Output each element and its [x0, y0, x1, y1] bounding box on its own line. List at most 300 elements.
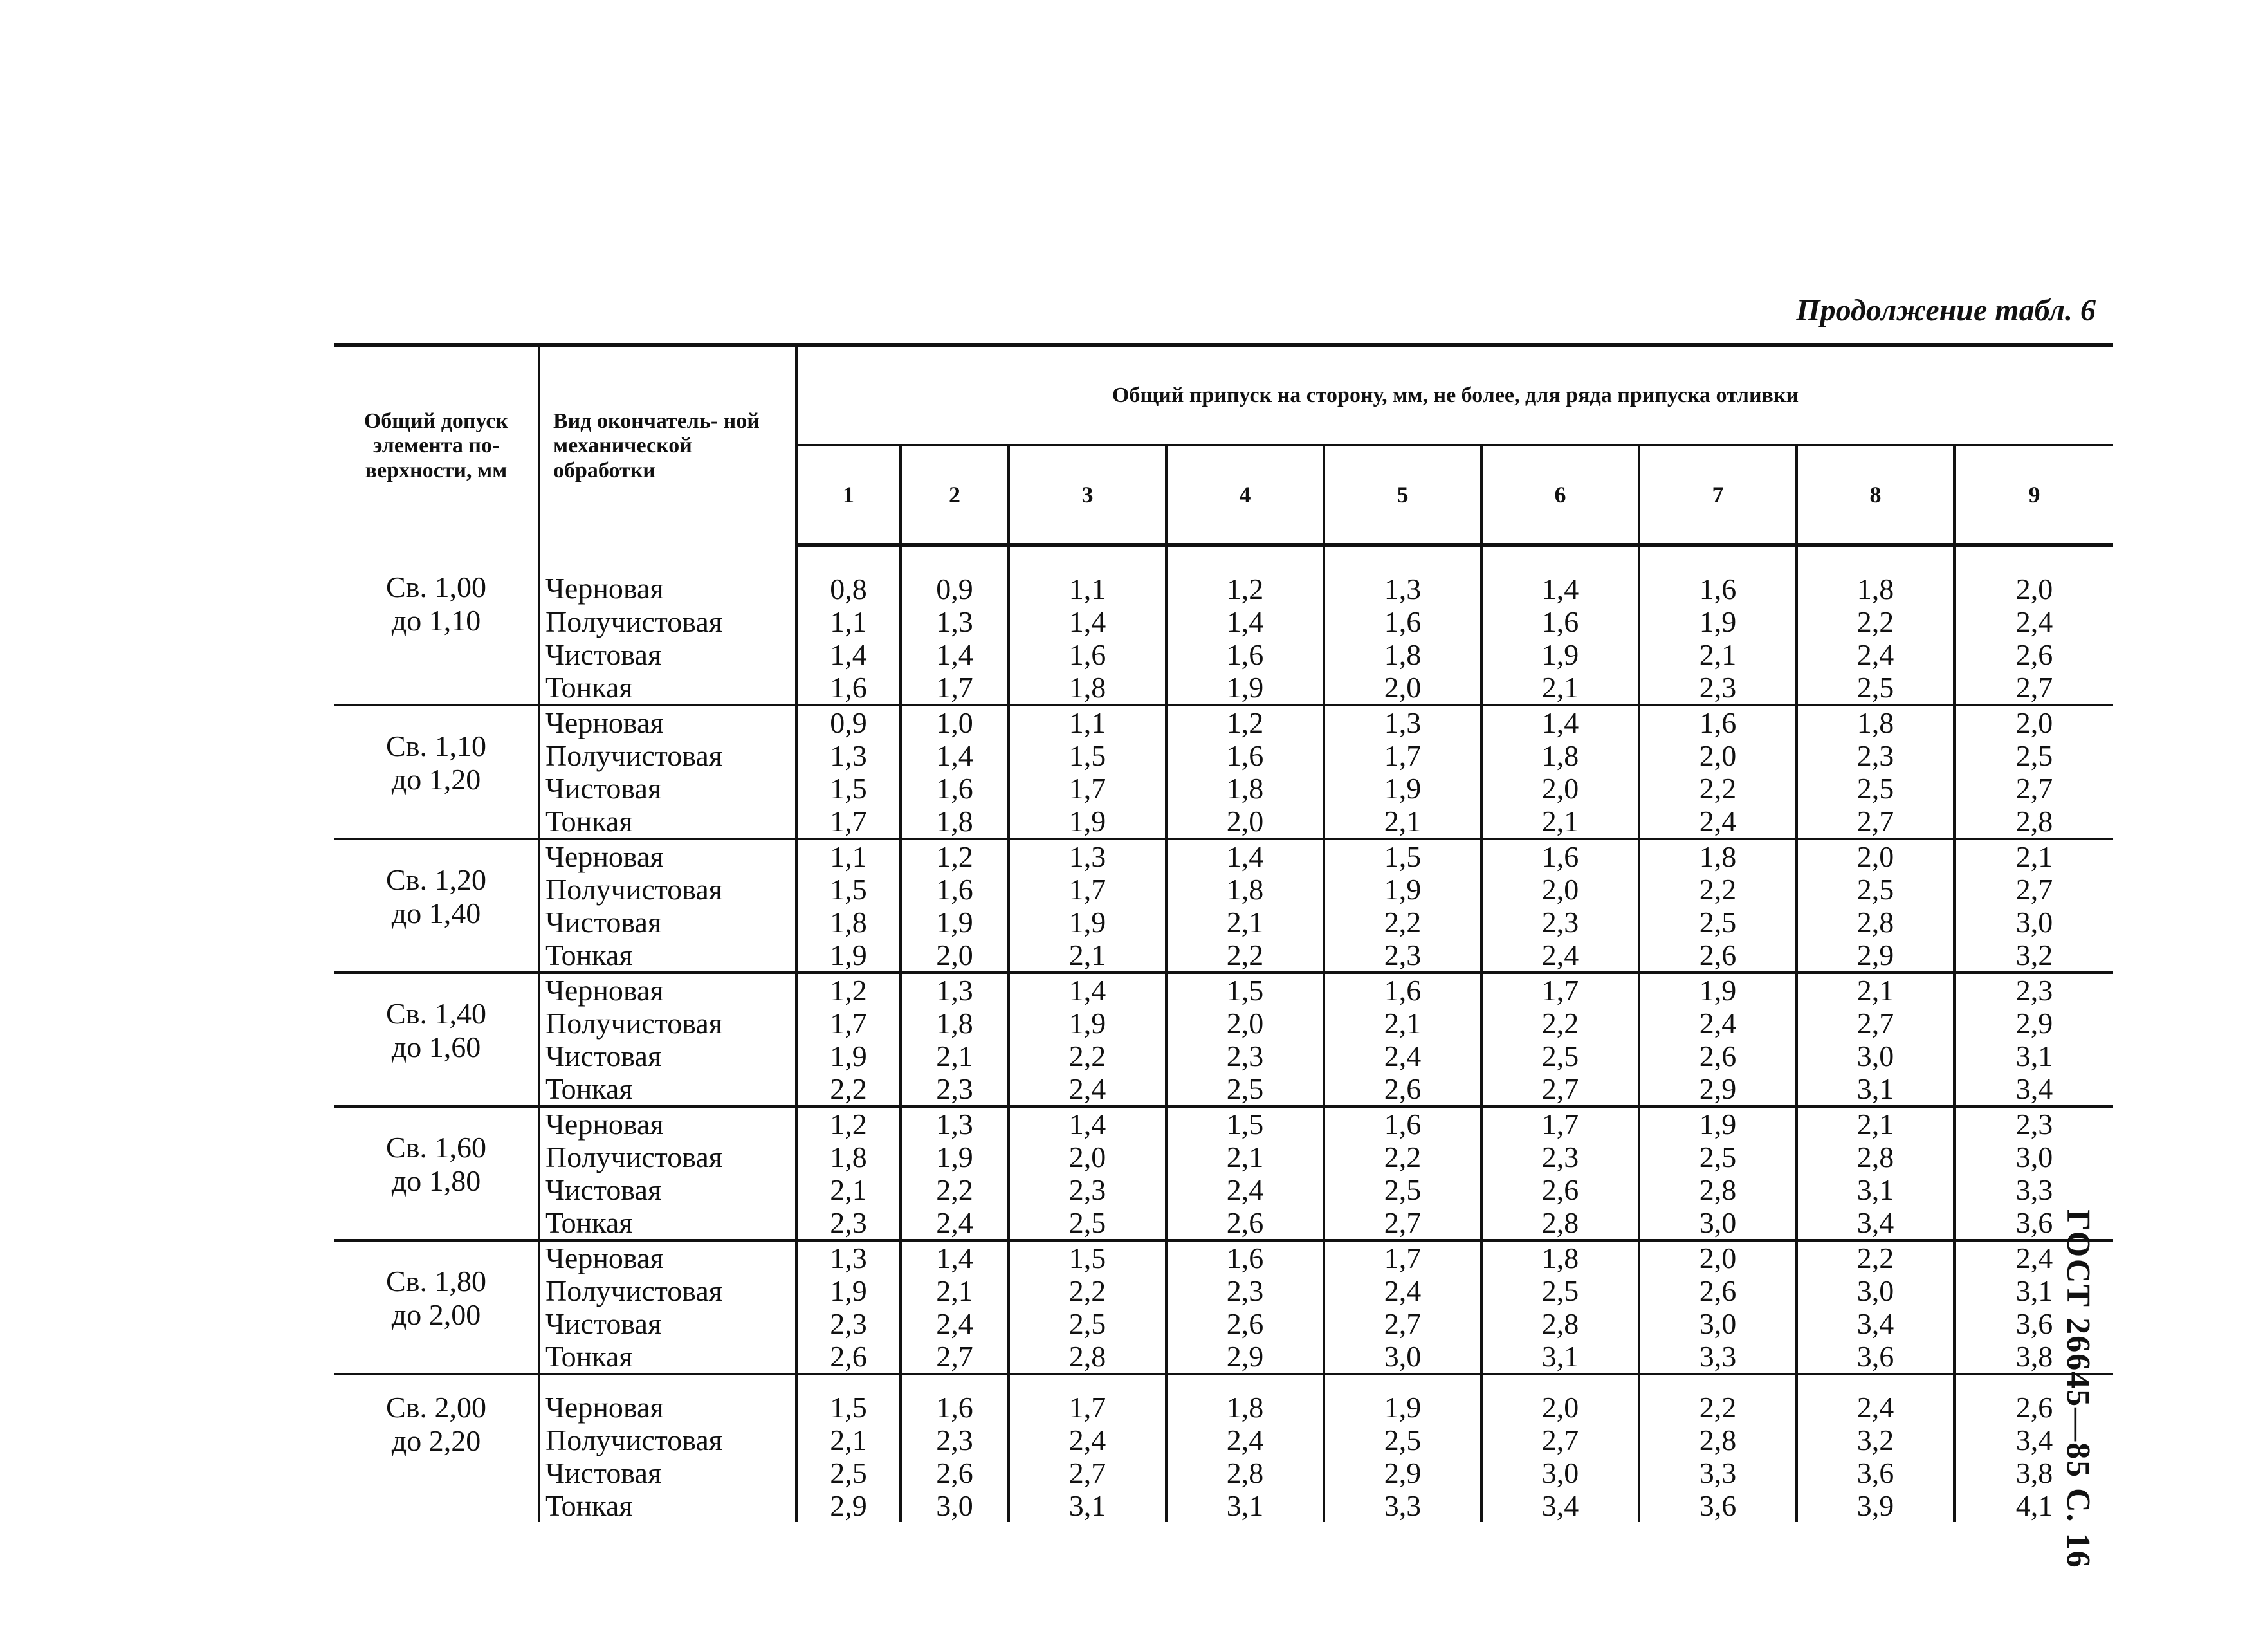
- allowance-value-cell: 3,6: [1797, 1340, 1954, 1374]
- allowance-value-cell: 2,9: [1954, 1007, 2113, 1040]
- table-row: [334, 906, 2113, 939]
- machining-kind-cell: Чистовая: [539, 906, 796, 939]
- table-row: [334, 638, 2113, 671]
- allowance-value-cell: 1,6: [1639, 705, 1797, 739]
- machining-kind-cell: Получистовая: [539, 1007, 796, 1040]
- header-row-number: 1: [796, 445, 901, 545]
- allowance-value-cell: 2,6: [1954, 1374, 2113, 1424]
- allowance-value-cell: 3,8: [1954, 1456, 2113, 1489]
- allowance-value-cell: 2,6: [1639, 1274, 1797, 1307]
- allowance-value-cell: 3,0: [1639, 1307, 1797, 1340]
- allowance-value-cell: 1,6: [1481, 839, 1639, 873]
- allowance-value-cell: 2,8: [1954, 805, 2113, 839]
- allowance-value-cell: 3,0: [1481, 1456, 1639, 1489]
- allowance-value-cell: 1,2: [796, 1106, 901, 1141]
- allowance-value-cell: 1,8: [1166, 873, 1324, 906]
- allowance-value-cell: 1,8: [901, 805, 1009, 839]
- allowance-value-cell: 1,8: [1166, 772, 1324, 805]
- machining-kind-cell: Тонкая: [539, 805, 796, 839]
- allowance-value-cell: 1,8: [1324, 638, 1481, 671]
- tolerance-from: Св. 2,00: [386, 1391, 486, 1424]
- allowance-value-cell: 0,8: [830, 573, 867, 605]
- allowance-value-cell: 2,6: [1639, 939, 1797, 973]
- header-row-number: 4: [1166, 445, 1324, 545]
- allowance-value-cell: 3,9: [1797, 1489, 1954, 1522]
- allowance-value-cell: 1,4: [1166, 839, 1324, 873]
- allowance-value-cell: 2,3: [830, 1307, 867, 1340]
- allowance-value-cell: 1,7: [830, 1007, 867, 1040]
- allowance-value-cell: 1,9: [1009, 1007, 1166, 1040]
- header-machining-kind: Вид окончатель- ной механической обработки: [539, 345, 796, 546]
- allowance-value-cell: 2,8: [1009, 1340, 1166, 1374]
- table-row: [334, 1206, 2113, 1240]
- allowance-value-cell: 2,2: [1324, 1141, 1481, 1173]
- allowance-value-cell: 1,3: [901, 1106, 1009, 1141]
- allowance-value-cell: 2,5: [1797, 671, 1954, 705]
- machining-kind-cell: Тонкая: [539, 1489, 796, 1522]
- allowance-value-cell: 1,6: [830, 671, 867, 704]
- allowance-value-cell: 3,1: [1954, 1274, 2113, 1307]
- allowance-value-cell: 2,1: [1324, 1007, 1481, 1040]
- table-row: [334, 1374, 2113, 1424]
- allowance-value-cell: 2,3: [1481, 1141, 1639, 1173]
- allowance-value-cell: 1,9: [1324, 772, 1481, 805]
- allowance-value-cell: 2,0: [1481, 772, 1639, 805]
- allowance-value-cell: 2,9: [1639, 1072, 1797, 1106]
- allowance-value-cell: 1,4: [1166, 605, 1324, 638]
- allowance-value-cell: 3,3: [1324, 1489, 1481, 1522]
- allowance-value-cell: 2,1: [830, 1424, 867, 1456]
- allowance-value-cell: 1,3: [901, 605, 1009, 638]
- tolerance-range-cell: [334, 1240, 539, 1374]
- allowance-value-cell: 1,4: [1481, 545, 1639, 605]
- allowance-value-cell: 2,6: [1166, 1206, 1324, 1240]
- allowance-value-cell: 2,2: [830, 1072, 867, 1105]
- allowance-value-cell: 3,3: [1639, 1456, 1797, 1489]
- machining-kind-cell: Чистовая: [539, 772, 796, 805]
- allowance-value-cell: 3,3: [1954, 1173, 2113, 1206]
- allowance-value-cell: 2,5: [1954, 739, 2113, 772]
- allowance-value-cell: 2,1: [901, 1274, 1009, 1307]
- machining-kind-cell: Чистовая: [539, 638, 796, 671]
- allowance-value-cell: 1,6: [1166, 638, 1324, 671]
- allowance-value-cell: 1,0: [901, 705, 1009, 739]
- allowance-value-cell: 2,2: [901, 1173, 1009, 1206]
- machining-kind-cell: Черновая: [539, 705, 796, 739]
- allowance-value-cell: 2,2: [1639, 873, 1797, 906]
- allowance-value-cell: 2,8: [1639, 1173, 1797, 1206]
- allowance-value-cell: 1,4: [1009, 973, 1166, 1007]
- table-row: [334, 605, 2113, 638]
- allowance-value-cell: 2,2: [1324, 906, 1481, 939]
- allowance-value-cell: 3,1: [1009, 1489, 1166, 1522]
- machining-kind-cell: Чистовая: [539, 1040, 796, 1072]
- allowance-value-cell: 1,2: [1166, 545, 1324, 605]
- machining-kind-cell: Тонкая: [539, 671, 796, 705]
- table-row: [334, 671, 2113, 705]
- allowance-value-cell: 2,4: [1324, 1274, 1481, 1307]
- allowance-value-cell: 1,5: [1324, 839, 1481, 873]
- allowance-value-cell: 2,0: [1954, 705, 2113, 739]
- allowance-value-cell: 2,4: [1166, 1424, 1324, 1456]
- header-row-number: 8: [1797, 445, 1954, 545]
- table-row: [334, 1072, 2113, 1106]
- allowance-value-cell: 1,4: [1481, 705, 1639, 739]
- allowance-value-cell: 3,4: [1797, 1206, 1954, 1240]
- allowance-value-cell: 1,9: [901, 1141, 1009, 1173]
- tolerance-to: до 1,20: [391, 762, 481, 796]
- allowance-value-cell: 3,0: [1639, 1206, 1797, 1240]
- allowance-value-cell: 2,5: [1009, 1307, 1166, 1340]
- table-row: [334, 1424, 2113, 1456]
- allowance-value-cell: 2,0: [1166, 1007, 1324, 1040]
- machining-kind-cell: Получистовая: [539, 739, 796, 772]
- allowance-value-cell: 1,6: [1324, 973, 1481, 1007]
- allowance-value-cell: 2,4: [1797, 638, 1954, 671]
- allowance-value-cell: 1,9: [1324, 873, 1481, 906]
- allowance-value-cell: 2,9: [830, 1489, 867, 1522]
- allowance-value-cell: 1,4: [830, 638, 867, 671]
- table-row: [334, 1040, 2113, 1072]
- allowance-value-cell: 1,8: [1797, 705, 1954, 739]
- allowance-value-cell: 2,4: [1639, 805, 1797, 839]
- allowance-value-cell: 2,0: [1324, 671, 1481, 705]
- allowance-value-cell: 1,7: [1481, 1106, 1639, 1141]
- allowance-value-cell: 1,8: [1009, 671, 1166, 705]
- allowance-value-cell: 2,5: [1797, 873, 1954, 906]
- tolerance-from: Св. 1,60: [386, 1131, 486, 1164]
- allowance-value-cell: 2,8: [1481, 1307, 1639, 1340]
- allowance-value-cell: 2,1: [1166, 1141, 1324, 1173]
- allowance-value-cell: 1,9: [1639, 605, 1797, 638]
- allowance-value-cell: 2,3: [901, 1424, 1009, 1456]
- allowance-value-cell: 1,3: [901, 973, 1009, 1007]
- document-page-label: ГОСТ 26645—85 С. 16: [2060, 1209, 2096, 1569]
- allowance-value-cell: 2,5: [1481, 1274, 1639, 1307]
- tolerance-to: до 1,60: [391, 1030, 481, 1063]
- allowance-value-cell: 2,5: [1797, 772, 1954, 805]
- tolerance-to: до 1,40: [391, 896, 481, 930]
- table-row: [334, 705, 2113, 739]
- allowance-value-cell: 2,7: [1324, 1206, 1481, 1240]
- allowance-value-cell: 2,0: [901, 939, 1009, 973]
- allowance-value-cell: 1,8: [830, 1141, 867, 1173]
- table-row: [334, 1489, 2113, 1522]
- allowance-value-cell: 1,1: [1009, 705, 1166, 739]
- allowance-value-cell: 1,6: [1166, 1240, 1324, 1274]
- machining-kind-cell: Тонкая: [539, 939, 796, 973]
- allowance-value-cell: 4,1: [1954, 1489, 2113, 1522]
- machining-kind-cell: Черновая: [539, 1374, 796, 1424]
- machining-kind-cell: Черновая: [539, 545, 796, 605]
- allowance-value-cell: 3,1: [1166, 1489, 1324, 1522]
- allowance-value-cell: 2,3: [1481, 906, 1639, 939]
- allowance-value-cell: 1,8: [1639, 839, 1797, 873]
- allowance-value-cell: 2,3: [1166, 1274, 1324, 1307]
- allowance-value-cell: 1,4: [1009, 605, 1166, 638]
- allowance-value-cell: 2,1: [1954, 839, 2113, 873]
- allowance-value-cell: 1,7: [1324, 739, 1481, 772]
- tolerance-range-cell: [334, 705, 539, 839]
- table-row: [334, 1106, 2113, 1141]
- allowance-value-cell: 1,3: [1009, 839, 1166, 873]
- allowance-value-cell: 2,2: [1009, 1040, 1166, 1072]
- allowance-value-cell: 3,3: [1639, 1340, 1797, 1374]
- allowance-value-cell: 2,6: [1954, 638, 2113, 671]
- allowance-value-cell: 1,1: [830, 605, 867, 638]
- allowance-value-cell: 2,5: [1009, 1206, 1166, 1240]
- allowance-value-cell: 1,9: [1639, 973, 1797, 1007]
- allowance-value-cell: 2,5: [1166, 1072, 1324, 1106]
- allowance-value-cell: 1,9: [901, 906, 1009, 939]
- allowance-value-cell: 2,3: [1639, 671, 1797, 705]
- allowance-value-cell: 2,1: [901, 1040, 1009, 1072]
- allowance-value-cell: 2,0: [1009, 1141, 1166, 1173]
- allowance-value-cell: 2,4: [901, 1307, 1009, 1340]
- header-row-number: 3: [1009, 445, 1166, 545]
- machining-kind-cell: Черновая: [539, 973, 796, 1007]
- tolerance-from: Св. 1,40: [386, 997, 486, 1030]
- allowance-value-cell: 2,7: [901, 1340, 1009, 1374]
- header-row-number: 7: [1639, 445, 1797, 545]
- allowance-value-cell: 2,0: [1797, 839, 1954, 873]
- allowance-value-cell: 1,2: [796, 973, 901, 1007]
- allowance-value-cell: 1,7: [1324, 1240, 1481, 1274]
- header-allowance-group: Общий припуск на сторону, мм, не более, для ряда припуска отливки: [796, 345, 2113, 446]
- allowance-value-cell: 2,6: [1324, 1072, 1481, 1106]
- tolerance-to: до 1,10: [391, 603, 481, 637]
- allowance-value-cell: 2,3: [1166, 1040, 1324, 1072]
- allowance-value-cell: 2,1: [1324, 805, 1481, 839]
- allowance-value-cell: 3,2: [1954, 939, 2113, 973]
- allowance-value-cell: 2,1: [1797, 1106, 1954, 1141]
- allowance-value-cell: 1,7: [1009, 772, 1166, 805]
- allowance-value-cell: 2,5: [830, 1456, 867, 1489]
- allowance-value-cell: 2,5: [1481, 1040, 1639, 1072]
- allowance-value-cell: 2,5: [1639, 1141, 1797, 1173]
- allowance-value-cell: 3,0: [1954, 906, 2113, 939]
- tolerance-range-cell: [334, 545, 539, 705]
- allowance-value-cell: 2,1: [1639, 638, 1797, 671]
- allowance-value-cell: 1,3: [830, 739, 867, 772]
- allowance-value-cell: 2,4: [1954, 1240, 2113, 1274]
- allowance-value-cell: 2,7: [1954, 772, 2113, 805]
- tolerance-from: Св. 1,10: [386, 730, 486, 762]
- table-row: [334, 805, 2113, 839]
- machining-kind-cell: Черновая: [539, 1240, 796, 1274]
- allowance-value-cell: 1,6: [1639, 545, 1797, 605]
- allowance-value-cell: 3,6: [1639, 1489, 1797, 1522]
- allowance-value-cell: 2,6: [1481, 1173, 1639, 1206]
- allowance-value-cell: 2,0: [1166, 805, 1324, 839]
- allowance-value-cell: 2,4: [1797, 1374, 1954, 1424]
- table-row: [334, 739, 2113, 772]
- allowance-value-cell: 3,4: [1797, 1307, 1954, 1340]
- allowance-value-cell: 3,6: [1797, 1456, 1954, 1489]
- allowance-value-cell: 2,0: [1639, 739, 1797, 772]
- allowance-value-cell: 3,0: [1954, 1141, 2113, 1173]
- allowance-value-cell: 2,4: [1009, 1072, 1166, 1106]
- allowance-value-cell: 2,4: [1324, 1040, 1481, 1072]
- allowance-value-cell: 2,7: [1797, 805, 1954, 839]
- allowance-value-cell: 2,3: [830, 1206, 867, 1239]
- allowance-value-cell: 0,9: [901, 545, 1009, 605]
- allowance-value-cell: 3,1: [1797, 1173, 1954, 1206]
- allowance-value-cell: 1,8: [830, 906, 867, 939]
- allowance-value-cell: 3,1: [1954, 1040, 2113, 1072]
- allowance-value-cell: 1,5: [1166, 973, 1324, 1007]
- allowance-value-cell: 3,4: [1481, 1489, 1639, 1522]
- allowance-value-cell: 2,9: [1324, 1456, 1481, 1489]
- allowance-value-cell: 3,1: [1481, 1340, 1639, 1374]
- allowance-value-cell: 3,0: [1797, 1274, 1954, 1307]
- allowance-value-cell: 1,6: [1324, 1106, 1481, 1141]
- allowance-value-cell: 2,2: [1797, 605, 1954, 638]
- allowance-value-cell: 3,4: [1954, 1072, 2113, 1106]
- table-row: [334, 772, 2113, 805]
- allowance-value-cell: 2,1: [1166, 906, 1324, 939]
- table-row: [334, 1274, 2113, 1307]
- header-row-number: 6: [1481, 445, 1639, 545]
- table-row: [334, 939, 2113, 973]
- allowance-value-cell: 2,8: [1481, 1206, 1639, 1240]
- allowance-value-cell: 2,4: [1481, 939, 1639, 973]
- allowance-value-cell: 1,3: [1324, 545, 1481, 605]
- machining-kind-cell: Получистовая: [539, 1141, 796, 1173]
- allowance-value-cell: 1,7: [1009, 873, 1166, 906]
- allowance-value-cell: 1,2: [1166, 705, 1324, 739]
- allowance-value-cell: 2,2: [1481, 1007, 1639, 1040]
- machining-kind-cell: Тонкая: [539, 1206, 796, 1240]
- allowance-value-cell: 2,6: [901, 1456, 1009, 1489]
- allowance-value-cell: 2,0: [1481, 873, 1639, 906]
- allowance-value-cell: 1,5: [1009, 1240, 1166, 1274]
- allowance-value-cell: 2,7: [1481, 1072, 1639, 1106]
- tolerance-from: Св. 1,80: [386, 1265, 486, 1298]
- allowance-value-cell: 2,1: [1481, 805, 1639, 839]
- allowance-value-cell: 2,8: [1797, 1141, 1954, 1173]
- allowance-value-cell: 3,6: [1954, 1307, 2113, 1340]
- allowance-value-cell: 2,2: [1639, 772, 1797, 805]
- machining-kind-cell: Получистовая: [539, 605, 796, 638]
- allowance-value-cell: 2,1: [1797, 973, 1954, 1007]
- allowance-value-cell: 2,4: [1009, 1424, 1166, 1456]
- allowance-value-cell: 1,6: [1481, 605, 1639, 638]
- tolerance-range-cell: [334, 1106, 539, 1240]
- table-row: [334, 545, 2113, 605]
- allowance-value-cell: 2,0: [1481, 1374, 1639, 1424]
- allowance-value-cell: 1,9: [830, 939, 867, 971]
- machining-kind-cell: Получистовая: [539, 1424, 796, 1456]
- allowance-value-cell: 2,9: [1797, 939, 1954, 973]
- allowance-value-cell: 2,1: [1009, 939, 1166, 973]
- allowance-value-cell: 1,9: [830, 1274, 867, 1307]
- machining-kind-cell: Чистовая: [539, 1173, 796, 1206]
- allowance-value-cell: 2,1: [830, 1173, 867, 1206]
- allowance-value-cell: 1,9: [1009, 805, 1166, 839]
- machining-kind-cell: Тонкая: [539, 1072, 796, 1106]
- allowance-value-cell: 1,9: [1639, 1106, 1797, 1141]
- allowance-value-cell: 2,7: [1954, 671, 2113, 705]
- allowance-value-cell: 2,6: [1166, 1307, 1324, 1340]
- allowance-value-cell: 3,4: [1954, 1424, 2113, 1456]
- allowance-value-cell: 2,1: [1481, 671, 1639, 705]
- allowance-value-cell: 1,6: [901, 873, 1009, 906]
- allowance-value-cell: 1,4: [1009, 1106, 1166, 1141]
- allowance-value-cell: 3,8: [1954, 1340, 2113, 1374]
- allowance-value-cell: 3,0: [1324, 1340, 1481, 1374]
- allowance-value-cell: 2,3: [1954, 973, 2113, 1007]
- allowance-value-cell: 2,6: [1639, 1040, 1797, 1072]
- allowance-value-cell: 2,9: [1166, 1340, 1324, 1374]
- allowance-value-cell: 2,2: [1009, 1274, 1166, 1307]
- table-row: [334, 1340, 2113, 1374]
- allowance-value-cell: 1,7: [901, 671, 1009, 705]
- machining-kind-cell: Черновая: [539, 839, 796, 873]
- machining-kind-cell: Чистовая: [539, 1456, 796, 1489]
- allowance-value-cell: 1,5: [1166, 1106, 1324, 1141]
- allowance-value-cell: 1,4: [901, 739, 1009, 772]
- allowance-value-cell: 2,5: [1324, 1173, 1481, 1206]
- allowance-value-cell: 2,5: [1324, 1424, 1481, 1456]
- tolerance-to: до 2,20: [391, 1424, 481, 1457]
- header-tolerance: Общий допуск элемента по- верхности, мм: [334, 345, 539, 546]
- allowance-value-cell: 2,7: [1481, 1424, 1639, 1456]
- allowance-value-cell: 3,0: [1797, 1040, 1954, 1072]
- allowance-value-cell: 1,1: [1009, 545, 1166, 605]
- allowance-value-cell: 1,8: [901, 1007, 1009, 1040]
- tolerance-from: Св. 1,20: [386, 863, 486, 896]
- table-row: [334, 1141, 2113, 1173]
- tolerance-to: до 2,00: [391, 1298, 481, 1331]
- allowance-value-cell: 1,1: [796, 839, 901, 873]
- table-row: [334, 1173, 2113, 1206]
- allowance-value-cell: 2,0: [1954, 545, 2113, 605]
- allowance-value-cell: 1,5: [1009, 739, 1166, 772]
- allowance-value-cell: 2,0: [1639, 1240, 1797, 1274]
- allowance-value-cell: 3,0: [901, 1489, 1009, 1522]
- allowance-value-cell: 2,3: [1954, 1106, 2113, 1141]
- allowance-value-cell: 1,5: [830, 772, 867, 805]
- tolerance-from: Св. 1,00: [386, 571, 486, 603]
- table-row: [334, 1240, 2113, 1274]
- allowance-value-cell: 1,3: [1324, 705, 1481, 739]
- allowance-value-cell: 2,8: [1166, 1456, 1324, 1489]
- allowance-value-cell: 1,4: [901, 638, 1009, 671]
- allowance-value-cell: 2,2: [1166, 939, 1324, 973]
- allowance-value-cell: 1,6: [901, 1374, 1009, 1424]
- allowance-value-cell: 1,8: [1797, 545, 1954, 605]
- allowance-value-cell: 1,4: [901, 1240, 1009, 1274]
- table-row: [334, 1307, 2113, 1340]
- machining-kind-cell: Получистовая: [539, 873, 796, 906]
- allowance-value-cell: 2,4: [1166, 1173, 1324, 1206]
- allowance-value-cell: 2,7: [1954, 873, 2113, 906]
- allowance-value-cell: 1,6: [1009, 638, 1166, 671]
- table-row: [334, 1007, 2113, 1040]
- allowance-value-cell: 3,2: [1797, 1424, 1954, 1456]
- machining-kind-cell: Чистовая: [539, 1307, 796, 1340]
- allowance-value-cell: 2,3: [901, 1072, 1009, 1106]
- machining-kind-cell: Получистовая: [539, 1274, 796, 1307]
- allowance-value-cell: 2,7: [1324, 1307, 1481, 1340]
- allowance-value-cell: 2,5: [1639, 906, 1797, 939]
- allowance-value-cell: 2,8: [1797, 906, 1954, 939]
- table-row: [334, 873, 2113, 906]
- allowance-value-cell: 1,9: [1324, 1374, 1481, 1424]
- allowance-value-cell: 2,8: [1639, 1424, 1797, 1456]
- header-row-number: 9: [1954, 445, 2113, 545]
